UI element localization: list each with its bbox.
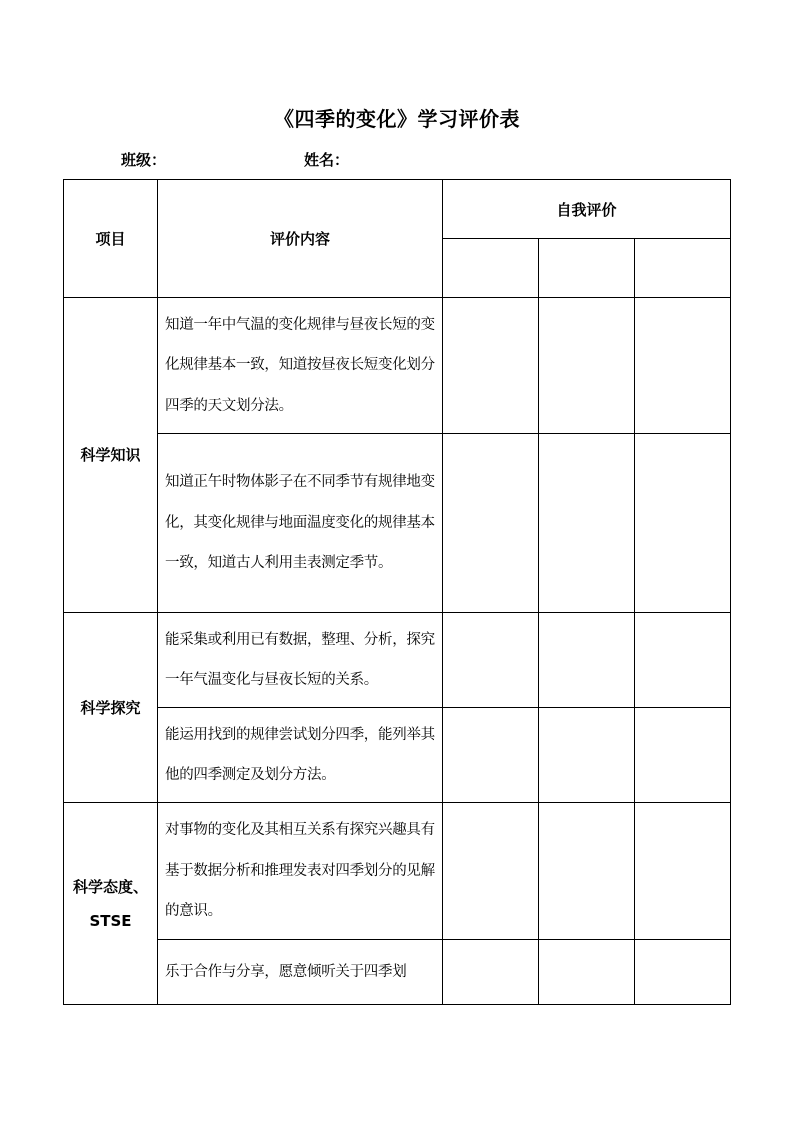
self-eval-cell[interactable] [635,298,731,434]
name-label: 姓名： [304,151,350,169]
class-label: 班级： [121,151,167,169]
table-row [64,434,731,613]
header-item: 项目 [64,180,158,298]
category-line: 科学态度、 [72,877,148,896]
self-eval-cell[interactable] [443,613,539,708]
self-eval-cell[interactable] [539,708,635,803]
self-eval-cell[interactable] [443,298,539,434]
criterion-text: 乐于合作与分享，愿意倾听关于四季划 [158,940,443,1005]
self-eval-cell[interactable] [539,434,635,613]
criterion-text: 知道正午时物体影子在不同季节有规律地变化，其变化规律与地面温度变化的规律基本一致，知道古人利用圭表测定季节。 [158,434,443,613]
self-eval-cell[interactable] [635,803,731,940]
self-eval-cell[interactable] [635,239,731,298]
criterion-text: 能运用找到的规律尝试划分四季，能列举其他的四季测定及划分方法。 [158,708,443,803]
self-eval-cell[interactable] [539,239,635,298]
self-eval-cell[interactable] [539,803,635,940]
self-eval-cell[interactable] [443,708,539,803]
header-content: 评价内容 [158,180,443,298]
criterion-text: 能采集或利用已有数据，整理、分析，探究一年气温变化与昼夜长短的关系。 [158,613,443,708]
self-eval-cell[interactable] [443,239,539,298]
self-eval-cell[interactable] [443,803,539,940]
criterion-text: 知道一年中气温的变化规律与昼夜长短的变化规律基本一致，知道按昼夜长短变化划分四季的天文划分法。 [158,298,443,434]
table-row [64,298,731,434]
header-row [64,180,731,239]
self-eval-cell[interactable] [635,434,731,613]
evaluation-table [63,179,731,1005]
self-eval-cell[interactable] [539,940,635,1005]
self-eval-cell[interactable] [443,434,539,613]
category-science-knowledge: 科学知识 [64,298,158,613]
self-eval-cell[interactable] [635,708,731,803]
category-line: STSE [89,911,132,930]
page-title: 《四季的变化》学习评价表 [274,107,520,131]
table-row [64,613,731,708]
category-science-attitude-stse [64,803,158,1005]
self-eval-cell[interactable] [539,298,635,434]
self-eval-cell[interactable] [539,613,635,708]
self-eval-cell[interactable] [635,613,731,708]
self-eval-cell[interactable] [443,940,539,1005]
table-row [64,803,731,940]
header-self-eval: 自我评价 [443,180,731,239]
table-row [64,708,731,803]
self-eval-cell[interactable] [635,940,731,1005]
criterion-text: 对事物的变化及其相互关系有探究兴趣具有基于数据分析和推理发表对四季划分的见解的意识。 [158,803,443,940]
category-science-inquiry: 科学探究 [64,613,158,803]
table-row [64,940,731,1005]
